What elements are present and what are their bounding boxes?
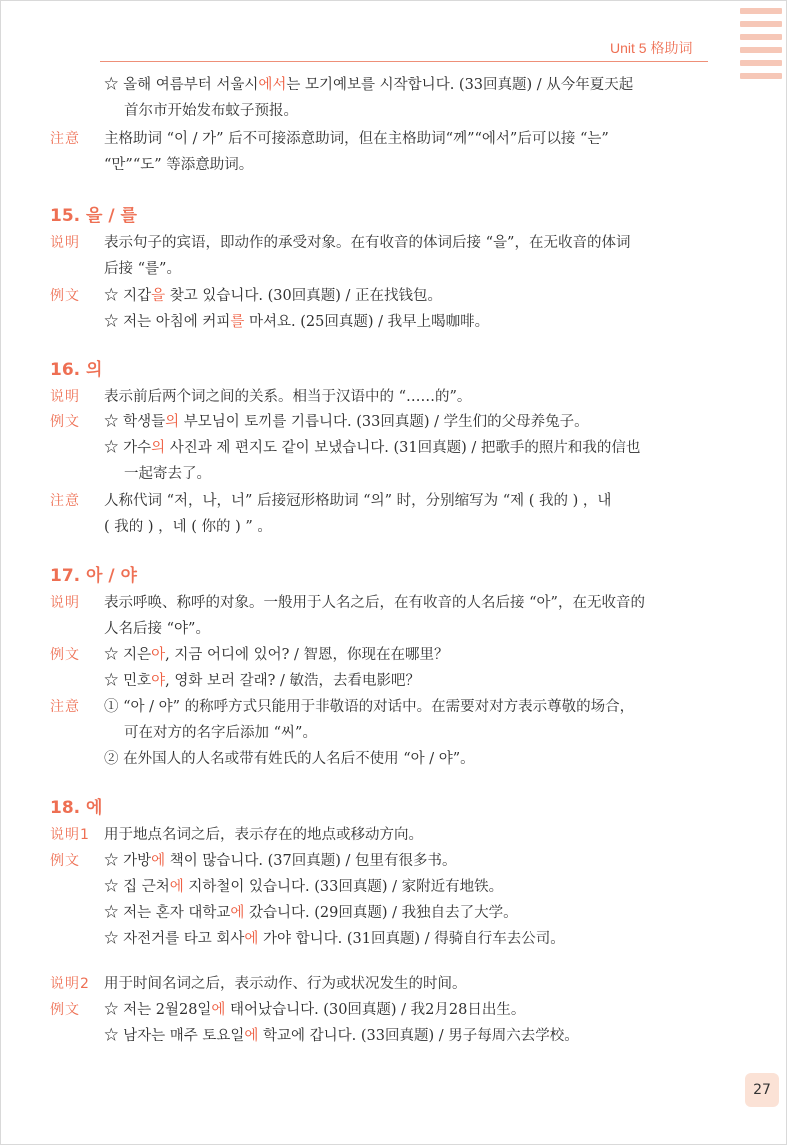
note-label: 注意 <box>50 699 80 715</box>
example-line: ☆ 지은아, 지금 어디에 있어? / 智恩，你现在在哪里？ <box>104 647 449 663</box>
note-label: 注意 <box>50 493 80 509</box>
example-line: ☆ 저는 아침에 커피를 마셔요. (25回真题) / 我早上喝咖啡。 <box>104 314 490 330</box>
note-text-cont: ( 我的 ) ，네 ( 你的 ) ” 。 <box>104 519 272 535</box>
explanation-text: 用于地点名词之后，表示存在的地点或移动方向。 <box>104 827 423 843</box>
explanation-label: 说明 <box>50 595 80 611</box>
explanation-label: 说明1 <box>50 827 90 843</box>
note-text: 主格助词 “이 / 가” 后不可接添意助词，但在主格助词“께”“에서”后可以接 “는” <box>104 131 609 147</box>
example-line: ☆ 집 근처에 지하철이 있습니다. (33回真题) / 家附近有地铁。 <box>104 879 504 895</box>
example-line: ☆ 저는 2월28일에 태어났습니다. (30回真题) / 我2月28日出生。 <box>104 1002 526 1018</box>
explanation-text: 用于时间名词之后，表示动作、行为或状况发生的时间。 <box>104 976 467 992</box>
example-line: ☆ 가수의 사진과 제 편지도 같이 보냈습니다. (31回真题) / 把歌手的照片和我的信也 <box>104 440 641 456</box>
page-number: 27 <box>745 1073 779 1107</box>
example-line: ☆ 자전거를 타고 회사에 가야 합니다. (31回真题) / 得骑自行车去公司。 <box>104 931 565 947</box>
section-heading-17: 17. 아 / 야 <box>50 566 137 586</box>
example-label: 例文 <box>50 647 80 663</box>
example-line: ☆ 남자는 매주 토요일에 학교에 갑니다. (33回真题) / 男子每周六去学校。 <box>104 1028 579 1044</box>
example-line: ☆ 민호야, 영화 보러 갈래? / 敏浩，去看电影吧？ <box>104 673 420 689</box>
note-label: 注意 <box>50 131 80 147</box>
explanation-text-cont: 人名后接 “야”。 <box>104 621 210 637</box>
section-heading-16: 16. 의 <box>50 360 103 380</box>
explanation-text-cont: 后接 “를”。 <box>104 261 181 277</box>
example-label: 例文 <box>50 1002 80 1018</box>
explanation-text: 表示呼唤、称呼的对象。一般用于人名之后，在有收音的人名后接 “아”，在无收音的 <box>104 595 645 611</box>
header-rule <box>100 61 708 62</box>
explanation-text: 表示句子的宾语，即动作的承受对象。在有收音的体词后接 “을”，在无收音的体词 <box>104 235 631 251</box>
explanation-label: 说明2 <box>50 976 90 992</box>
example-label: 例文 <box>50 288 80 304</box>
note-text-cont: 可在对方的名字后添加 “씨”。 <box>124 725 317 741</box>
explanation-label: 说明 <box>50 389 80 405</box>
note-text: ① “아 / 야” 的称呼方式只能用于非敬语的对话中。在需要对对方表示尊敬的场合， <box>104 699 635 715</box>
section-heading-15: 15. 을 / 를 <box>50 206 137 226</box>
note-text: ② 在外国人的人名或带有姓氏的人名后不使用 “아 / 야”。 <box>104 751 475 767</box>
example-line: ☆ 지갑을 찾고 있습니다. (30回真题) / 正在找钱包。 <box>104 288 442 304</box>
example-line: ☆ 올해 여름부터 서울시에서는 모기예보를 시작합니다. (33回真题) / 从今年夏天起 <box>104 77 634 93</box>
note-text: 人称代词 “저，나，너” 后接冠形格助词 “의” 时，分别缩写为 “제 ( 我的 ) ，내 <box>104 493 612 509</box>
note-text-cont: “만”“도” 等添意助词。 <box>104 157 254 173</box>
page-header: Unit 5 格助词 <box>610 40 693 56</box>
example-line-cont: 一起寄去了。 <box>124 466 211 482</box>
example-label: 例文 <box>50 414 80 430</box>
explanation-text: 表示前后两个词之间的关系。相当于汉语中的 “……的”。 <box>104 389 472 405</box>
example-label: 例文 <box>50 853 80 869</box>
example-line: ☆ 저는 혼자 대학교에 갔습니다. (29回真题) / 我独自去了大学。 <box>104 905 518 921</box>
example-line-cont: 首尔市开始发布蚊子预报。 <box>124 103 298 119</box>
explanation-label: 说明 <box>50 235 80 251</box>
example-line: ☆ 가방에 책이 많습니다. (37回真题) / 包里有很多书。 <box>104 853 457 869</box>
example-line: ☆ 학생들의 부모님이 토끼를 기릅니다. (33回真题) / 学生们的父母养兔子。 <box>104 414 589 430</box>
decorative-stripes <box>740 8 782 86</box>
section-heading-18: 18. 에 <box>50 798 103 818</box>
